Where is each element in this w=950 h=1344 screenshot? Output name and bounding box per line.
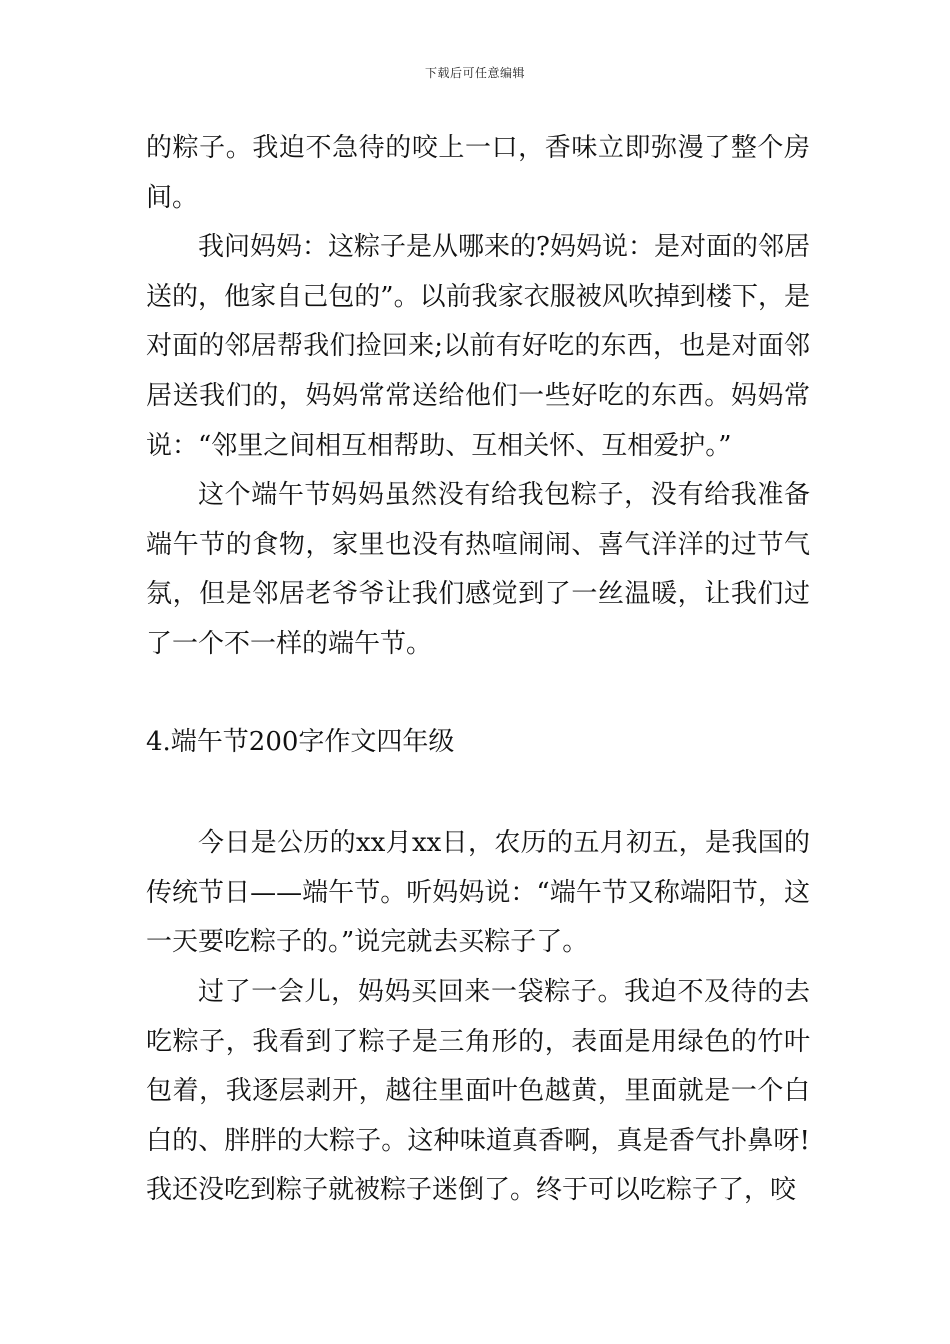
paragraph-festival-intro: 今日是公历的xx月xx日，农历的五月初五，是我国的传统节日——端午节。听妈妈说：“端午节又称端阳节，这一天要吃粽子的。”说完就去买粽子了。 xyxy=(146,828,810,958)
paragraph-neighbor-dialogue: 我问妈妈：这粽子是从哪来的?妈妈说：是对面的邻居送的，他家自己包的”。以前我家衣服被风吹掉到楼下，是对面的邻居帮我们捡回来;以前有好吃的东西，也是对面邻居送我们的，妈妈常常送给他们一些好吃的东西。妈妈常说：“邻里之间相互相帮助、互相关怀、互相爱护。” xyxy=(146,232,810,461)
section-spacer xyxy=(146,670,810,718)
paragraph-eating-zongzi: 过了一会儿，妈妈买回来一袋粽子。我迫不及待的去吃粽子，我看到了粽子是三角形的，表面是用绿色的竹叶包着，我逐层剥开，越往里面叶色越黄，里面就是一个白白的、胖胖的大粽子。这种味道真香啊，真是香气扑鼻呀!我还没吃到粽子就被粽子迷倒了。终于可以吃粽子了，咬 xyxy=(146,976,810,1206)
paragraph-festival-warmth: 这个端午节妈妈虽然没有给我包粽子，没有给我准备端午节的食物，家里也没有热喧闹闹、喜气洋洋的过节气氛，但是邻居老爷爷让我们感觉到了一丝温暖，让我们过了一个不一样的端午节。 xyxy=(146,480,810,659)
paragraph-continued: 的粽子。我迫不急待的咬上一口，香味立即弥漫了整个房间。 xyxy=(146,133,810,213)
document-body xyxy=(146,124,810,1216)
page-header: 下载后可任意编辑 xyxy=(424,66,525,80)
section-spacer xyxy=(146,767,810,819)
section-heading: 4.端午节200字作文四年级 xyxy=(146,726,455,757)
